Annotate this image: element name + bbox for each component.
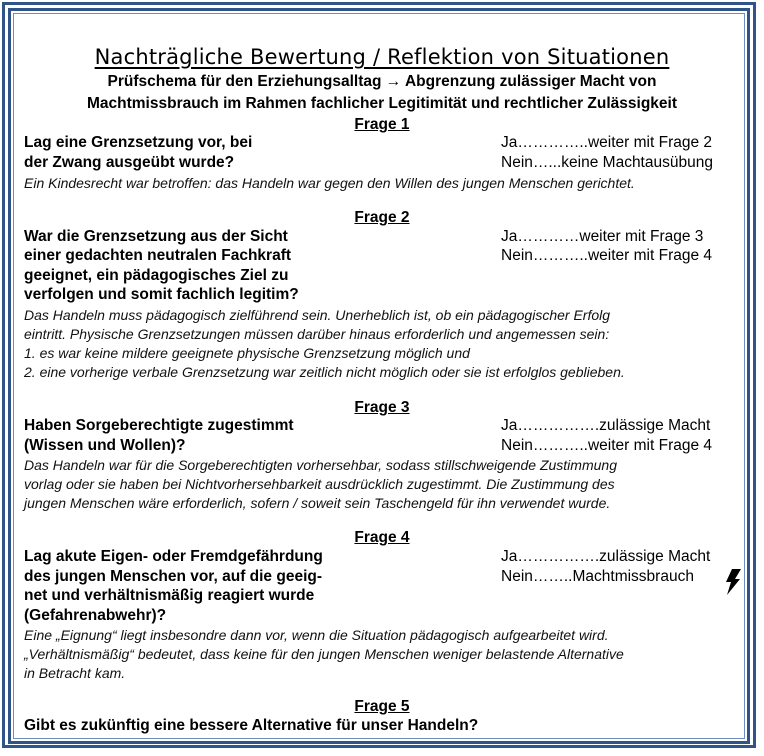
frage-2-question-line: geeignet, ein pädagogisches Ziel zu [24, 267, 289, 284]
frage-3-note-line: vorlag oder sie haben bei Nichtvorhersehbarkeit ausdrücklich zugestimmt. Die Zustimmung des [24, 476, 615, 492]
frage-3-note-line: Das Handeln war für die Sorgeberechtigten vorhersehbar, sodass stillschweigende Zustimmung [24, 457, 617, 473]
frage-3-answer-nein: Nein………..weiter mit Frage 4 [501, 437, 713, 454]
frage-2-question-line: einer gedachten neutralen Fachkraft [24, 247, 292, 264]
lightning-bolt-icon [724, 569, 742, 595]
frage-3-heading: Frage 3 [354, 399, 410, 416]
frage-4-answer-ja: Ja…………….zulässige Macht [501, 548, 711, 565]
frage-3-answer-ja: Ja…………….zulässige Macht [501, 417, 711, 434]
frage-2-note-line: 2. eine vorherige verbale Grenzsetzung war zeitlich nicht möglich oder sie ist erfolglos geblieben. [24, 364, 625, 380]
frage-4-note-line: in Betracht kam. [24, 665, 126, 681]
frage-3-question-line: Haben Sorgeberechtigte zugestimmt [24, 417, 294, 434]
frage-2-question-line: verfolgen und somit fachlich legitim? [24, 286, 299, 303]
frage-4-answer-nein: Nein……..Machtmissbrauch [501, 568, 694, 585]
frage-1-answer-nein: Nein…...keine Machtausübung [501, 154, 713, 171]
frage-1-question-line: Lag eine Grenzsetzung vor, bei [24, 134, 253, 151]
frage-4-question-line: des jungen Menschen vor, auf die geeig- [24, 568, 323, 585]
frage-5-heading: Frage 5 [354, 698, 410, 715]
subtitle-line-1: Prüfschema für den Erziehungsalltag → Abgrenzung zulässiger Macht von [107, 73, 657, 90]
frage-2-note-line: eintritt. Physische Grenzsetzungen müssen darüber hinaus erforderlich und angemessen sein: [24, 326, 610, 342]
frage-2-note-line: 1. es war keine mildere geeignete physische Grenzsetzung möglich und [24, 345, 470, 361]
frage-1-question-line: der Zwang ausgeübt wurde? [24, 154, 235, 171]
frage-3-question-line: (Wissen und Wollen)? [24, 437, 186, 454]
frage-3-note-line: jungen Menschen wäre erforderlich, sofern / soweit sein Taschengeld für ihn verwendet wurde. [24, 495, 611, 511]
frage-4-heading: Frage 4 [354, 529, 410, 546]
frage-2-note-line: Das Handeln muss pädagogisch zielführend sein. Unerheblich ist, ob ein pädagogischer Erfolg [24, 307, 611, 323]
frage-1-answer-ja: Ja…………..weiter mit Frage 2 [501, 134, 713, 151]
page-title: Nachträgliche Bewertung / Reflektion von Situationen [94, 45, 670, 69]
frage-2-question-line: War die Grenzsetzung aus der Sicht [24, 228, 288, 245]
frage-2-heading: Frage 2 [354, 209, 410, 226]
frage-1-note: Ein Kindesrecht war betroffen: das Handeln war gegen den Willen des jungen Menschen gerichtet. [24, 175, 635, 191]
frage-2-answer-ja: Ja…………weiter mit Frage 3 [501, 228, 704, 245]
frage-4-note-line: „Verhältnismäßig“ bedeutet, dass keine für den jungen Menschen weniger belastende Alternative [24, 646, 624, 662]
frage-4-question-line: (Gefahrenabwehr)? [24, 607, 167, 624]
frage-1-heading: Frage 1 [354, 116, 410, 133]
frage-4-question-line: net und verhältnismäßig reagiert wurde [24, 587, 315, 604]
frage-4-note-line: Eine „Eignung“ liegt insbesondre dann vor, wenn die Situation pädagogisch aufgearbeitet wird. [24, 627, 609, 643]
frage-5-question-line: Gibt es zukünftig eine bessere Alternative für unser Handeln? [24, 717, 479, 734]
frage-4-question-line: Lag akute Eigen- oder Fremdgefährdung [24, 548, 323, 565]
subtitle-line-2: Machtmissbrauch im Rahmen fachlicher Legitimität und rechtlicher Zulässigkeit [86, 95, 677, 112]
frage-2-answer-nein: Nein………..weiter mit Frage 4 [501, 247, 713, 264]
